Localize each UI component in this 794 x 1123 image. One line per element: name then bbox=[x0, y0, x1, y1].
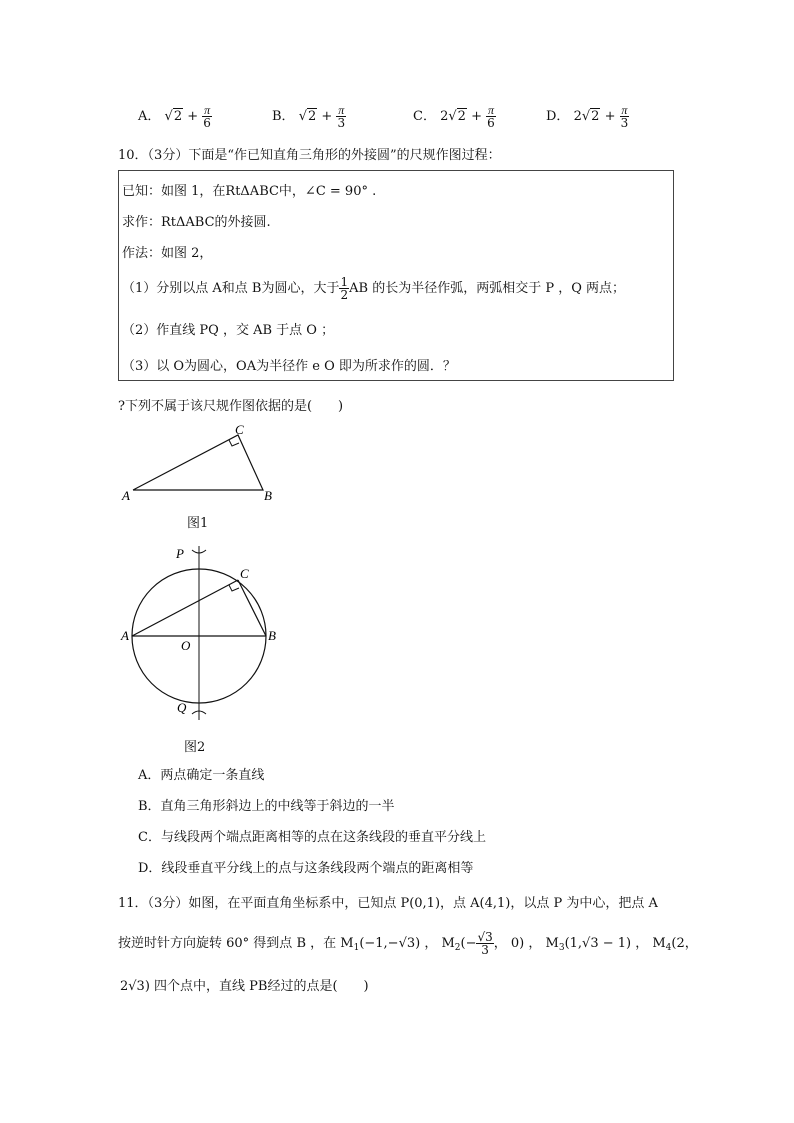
box-given: 已知：如图 1，在RtΔABC中，∠C = 90° . bbox=[122, 184, 377, 199]
label-p: P bbox=[176, 546, 184, 561]
q10-option-a: A．两点确定一条直线 bbox=[138, 768, 265, 783]
right-angle-mark bbox=[229, 440, 239, 446]
box-find: 求作：RtΔABC的外接圆. bbox=[122, 215, 271, 230]
label-c: C bbox=[240, 566, 249, 581]
segment-cb bbox=[238, 580, 266, 636]
right-angle-mark bbox=[229, 585, 239, 591]
box-step3: （3）以 O为圆心，OA为半径作 e O 即为所求作的圆．？ bbox=[122, 359, 456, 374]
q9-option-b: B． √2 + $\frac{\pi}{3}$ bbox=[272, 103, 346, 130]
radical: √2 bbox=[448, 109, 466, 124]
triangle-abc bbox=[133, 435, 263, 490]
q11-line-2: 按逆时针方向旋转 60° 得到点 B ，在 $M_1(-1,-√3)$ ， $M_2(-$ $\frac{√3}{3}$ ， 0) ， $M_3(1,√3 - 1)$ ， $M_4(2$， bbox=[118, 930, 698, 957]
q9-option-d: D． 2√2 + $\frac{\pi}{3}$ bbox=[546, 103, 629, 130]
q10-stem: 10．（3分）下面是“作已知直角三角形的外接圆”的尺规作图过程： bbox=[118, 148, 501, 163]
figure-2-circle bbox=[118, 540, 288, 725]
lead-coefficient: 2 bbox=[440, 109, 449, 124]
q10-option-d: D．线段垂直平分线上的点与这条线段两个端点的距离相等 bbox=[138, 861, 474, 876]
fraction-half: $\frac{1}{2}$ bbox=[340, 275, 349, 302]
fraction: $\frac{\pi}{3}$ bbox=[337, 103, 346, 130]
option-letter: C． bbox=[413, 109, 436, 124]
fraction: $\frac{\pi}{6}$ bbox=[487, 103, 495, 130]
label-a: A bbox=[121, 628, 129, 643]
figure-2-caption: 图2 bbox=[184, 740, 206, 755]
q10-question: ?下列不属于该尺规作图依据的是( ) bbox=[118, 399, 344, 414]
option-letter: A． bbox=[138, 109, 161, 124]
q10-option-b: B．直角三角形斜边上的中线等于斜边的一半 bbox=[138, 799, 395, 814]
box-step1: （1）分别以点 A和点 B为圆心，大于 $\frac{1}{2}$ AB 的长为半径作弧，两弧相交于 P ，Q 两点； bbox=[122, 275, 626, 302]
q10-option-c: C．与线段两个端点距离相等的点在这条线段的垂直平分线上 bbox=[138, 830, 486, 845]
fraction: $\frac{\pi}{6}$ bbox=[203, 103, 211, 130]
q9-option-a: A． √2 + $\frac{\pi}{6}$ bbox=[138, 103, 211, 130]
segment-ac bbox=[132, 580, 238, 636]
lead-coefficient: 2 bbox=[573, 109, 582, 124]
label-q: Q bbox=[177, 700, 187, 715]
label-b: B bbox=[264, 488, 272, 503]
box-method: 作法：如图 2， bbox=[122, 246, 213, 261]
label-a: A bbox=[122, 488, 130, 503]
label-c: C bbox=[235, 422, 244, 437]
option-letter: D． bbox=[546, 109, 570, 124]
label-o: O bbox=[181, 638, 191, 653]
fraction-sqrt3-over-3: $\frac{√3}{3}$ bbox=[477, 930, 493, 957]
radical: √2 bbox=[581, 109, 600, 124]
label-b: B bbox=[268, 628, 276, 643]
figure-1-triangle bbox=[118, 420, 288, 520]
box-step2: （2）作直线 PQ ，交 AB 于点 O ； bbox=[122, 323, 335, 338]
radical: √2 bbox=[164, 109, 183, 124]
figure-1-caption: 图1 bbox=[187, 516, 209, 531]
q9-option-c: C． 2√2 + $\frac{\pi}{6}$ bbox=[413, 103, 495, 130]
option-letter: B． bbox=[272, 109, 295, 124]
q11-line-1: 11．（3分）如图，在平面直角坐标系中，已知点 P(0,1)，点 A(4,1)，以点 P 为中心，把点 A bbox=[118, 896, 658, 911]
q11-line-3: 2√3) 四个点中，直线 PB经过的点是( ) bbox=[120, 979, 369, 994]
radical: √2 bbox=[298, 109, 317, 124]
fraction: $\frac{\pi}{3}$ bbox=[620, 103, 629, 130]
